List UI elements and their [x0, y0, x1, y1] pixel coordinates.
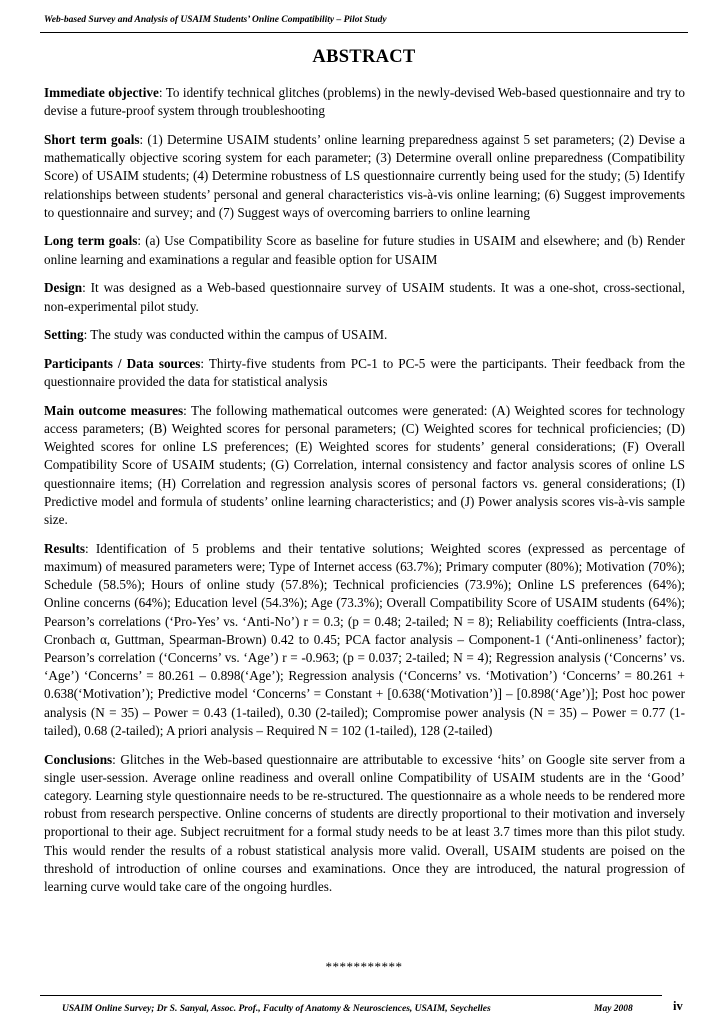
paragraph-immediate-objective — [44, 84, 685, 120]
paragraph-text: : It was designed as a Web-based questionnaire survey of USAIM students. It was a one-shot, cross-sectional, non-experimental pilot study. — [44, 280, 685, 314]
paragraph-label: Main outcome measures — [44, 402, 184, 418]
paragraph-text: : To identify technical glitches (problems) in the newly-devised Web-based questionnaire and try to devise a future-proof system through troubleshooting — [44, 85, 685, 119]
paragraph-label: Setting — [44, 327, 84, 343]
paragraph-results — [44, 540, 685, 740]
footer-rule — [40, 995, 662, 996]
paragraph-long-term-goals — [44, 232, 685, 268]
paragraph-label: Design — [44, 280, 83, 296]
paragraph-text: : Glitches in the Web-based questionnaire are attributable to excessive ‘hits’ on Google site server from a single user-session. Average online readiness and overall online Compatibility of USAIM students are in the ‘Good’ category. Learning style questionnaire needs to be re-structured. The questionnaire as a whole needs to be rendered more robust from research perspective. Online concerns of students are directly proportional to their motivation and inversely proportional to their age. Subject recruitment for a formal study needs to be at least 3.7 times more than this pilot study. This would render the results of a robust statistical analysis more valid. Overall, USAIM students are poised on the threshold of introduction of online courses and examinations. Once they are introduced, the natural progression of learning curve would take care of the ongoing hurdles. — [44, 751, 685, 894]
paragraph-label: Results — [44, 540, 86, 556]
paragraph-label: Long term goals — [44, 233, 138, 249]
abstract-title: ABSTRACT — [312, 47, 416, 67]
footer-text: USAIM Online Survey; Dr S. Sanyal, Assoc. Prof., Faculty of Anatomy & Neurosciences, USAIM, Seychelles — [62, 1004, 491, 1014]
running-header: Web-based Survey and Analysis of USAIM Students’ Online Compatibility – Pilot Study — [44, 15, 387, 25]
paragraph-text: : Thirty-five students from PC-1 to PC-5 were the participants. Their feedback from the questionnaire provided the data for statistical analysis — [44, 355, 685, 390]
paragraph-conclusions — [44, 751, 685, 897]
paragraph-label: Immediate objective — [44, 85, 159, 100]
header-rule — [40, 32, 688, 33]
paragraph-design — [44, 279, 685, 315]
paragraph-main-outcome-measures — [44, 402, 685, 529]
abstract-body — [44, 84, 685, 907]
page-number: iv — [673, 999, 683, 1013]
paragraph-short-term-goals — [44, 131, 685, 222]
end-marker: *********** — [325, 959, 403, 974]
paragraph-text: : The following mathematical outcomes were generated: (A) Weighted scores for technology access parameters; (B) Weighted scores for personal parameters; (C) Weighted scores for technical proficiencies; (D) Weighted scores for online LS preferences; (E) Weighted scores for students’ general considerations; (F) Overall Compatibility Score of USAIM students; (G) Correlation, internal consistency and factor analysis scores of online LS questionnaire items; (H) Correlation and regression analysis scores of personal factors vs. general considerations; (I) Predictive model and formula of students’ online learning characteristics; and (J) Power analysis scores vis-à-vis sample size. — [44, 402, 685, 528]
paragraph-text: : Identification of 5 problems and their tentative solutions; Weighted scores (expressed as percentage of maximum) of measured parameters were; Type of Internet access (63.7%); Primary computer (80%); Motivation (70%); Schedule (58.5%); Hours of online study (57.8%); Technical proficiencies (73.9%); Online LS preferences (64%); Online concerns (64%); Education level (54.3%); Age (73.3%); Overall Compatibility Score of USAIM students (64%); Pearson’s correlations (‘Pro-Yes’ vs. ‘Anti-No’) r = 0.3; (p = 0.48; 2-tailed; N = 8); Reliability coefficients (Intra-class, Cronbach α, Guttman, Spearman-Brown) 0.42 to 0.45; PCA factor analysis – Component-1 (‘Anti-onlineness’ factor); Pearson’s correlation (‘Concerns’ vs. ‘Age’) r = -0.963; (p = 0.037; 2-tailed; N = 4); Regression analysis (‘Concerns’ vs. ‘Age’) ‘Concerns’ = 80.261 – 0.898(‘Age’); Regression analysis (‘Concerns’ vs. ‘Motivation’) ‘Concerns’ = 80.261 + 0.638(‘Motivation’); Predictive model ‘Concerns’ = Constant + [0.638(‘Motivation’)] – [0.898(‘Age’)]; Post hoc power analysis (N = 35) – Power = 0.43 (1-tailed), 0.30 (2-tailed); Compromise power analysis (N = 35) – Power = 0.77 (1-tailed), 0.68 (2-tailed); A priori analysis – Required N = 102 (1-tailed), 128 (2-tailed) — [44, 540, 685, 738]
paragraph-participants — [44, 355, 685, 391]
footer-date: May 2008 — [594, 1004, 633, 1014]
paragraph-label: Short term goals — [44, 131, 140, 147]
paragraph-text: : (1) Determine USAIM students’ online learning preparedness against 5 set parameters; (2) Devise a mathematically objective scoring system for each parameter; (3) Determine overall online preparedness (Compatibility Score) of USAIM students; (4) Determine robustness of LS questionnaire currently being used for the study; (5) Identify relationships between students’ personal and general characteristics vis-à-vis online learning; (6) Suggest improvements to questionnaire and survey; and (7) Suggest ways of overcoming barriers to online learning — [44, 131, 685, 220]
paragraph-text: : The study was conducted within the campus of USAIM. — [83, 327, 388, 343]
paragraph-text: : (a) Use Compatibility Score as baseline for future studies in USAIM and elsewhere; and (b) Render online learning and examinations a regular and feasible option for USAIM — [44, 233, 685, 267]
paragraph-label: Participants / Data sources — [44, 355, 201, 371]
paragraph-label: Conclusions — [44, 751, 113, 767]
paragraph-setting — [44, 326, 685, 344]
